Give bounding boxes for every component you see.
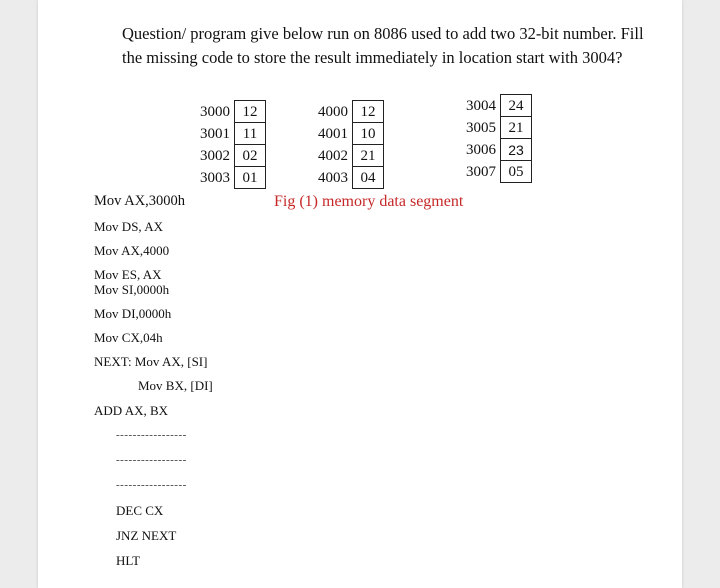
code-line: Mov DI,0000h (94, 306, 172, 321)
memory-row (318, 123, 384, 145)
code-line: Mov CX,04h (94, 330, 163, 345)
memory-value: 24 (501, 95, 532, 117)
code-line: JNZ NEXT (116, 528, 177, 543)
memory-value: 23 (501, 139, 532, 161)
code-line: NEXT: Mov AX, [SI] (94, 354, 208, 369)
code-line: DEC CX (116, 503, 164, 518)
memory-row (200, 145, 266, 167)
memory-address: 3002 (200, 147, 230, 164)
memory-value: 04 (353, 167, 384, 189)
blank-code-line: ----------------- (116, 429, 187, 441)
memory-address: 3003 (200, 169, 230, 186)
memory-address: 3001 (200, 125, 230, 142)
memory-row (318, 101, 384, 123)
memory-value: 10 (353, 123, 384, 145)
memory-address: 3005 (466, 119, 496, 136)
code-line: Mov SI,0000h (94, 282, 170, 297)
memory-address: 3004 (466, 97, 496, 114)
memory-value: 21 (353, 145, 384, 167)
memory-row (318, 145, 384, 167)
memory-value: 11 (235, 123, 266, 145)
memory-row (200, 167, 266, 189)
memory-address: 4000 (318, 103, 348, 120)
memory-row (466, 139, 532, 161)
memory-row (200, 101, 266, 123)
memory-row (466, 117, 532, 139)
memory-table-source-2 (318, 100, 384, 189)
code-line: Mov AX,4000 (94, 243, 170, 258)
code-line: Mov AX,3000h (94, 193, 186, 209)
memory-table-result (466, 94, 532, 183)
code-line: HLT (116, 553, 141, 568)
blank-code-line: ----------------- (116, 454, 187, 466)
memory-address: 4002 (318, 147, 348, 164)
code-line: Mov BX, [DI] (138, 378, 213, 393)
memory-row (466, 95, 532, 117)
memory-value: 02 (235, 145, 266, 167)
memory-row (200, 123, 266, 145)
code-line: ADD AX, BX (94, 403, 169, 418)
document-page (38, 0, 682, 588)
memory-value: 21 (501, 117, 532, 139)
memory-row (318, 167, 384, 189)
code-line: Mov ES, AX (94, 267, 162, 282)
memory-address: 4003 (318, 169, 348, 186)
question-text: Question/ program give below run on 8086 used to add two 32-bit number. Fill the missing code to store the result immediately in location start with 3004? (122, 24, 644, 67)
blank-code-line: ----------------- (116, 479, 187, 491)
memory-table-source-1 (200, 100, 266, 189)
memory-value: 01 (235, 167, 266, 189)
code-line: Mov DS, AX (94, 219, 163, 234)
memory-row (466, 161, 532, 183)
figure-caption: Fig (1) memory data segment (274, 193, 464, 210)
memory-address: 3000 (200, 103, 230, 120)
memory-address: 4001 (318, 125, 348, 142)
memory-value: 12 (235, 101, 266, 123)
memory-value: 12 (353, 101, 384, 123)
memory-address: 3006 (466, 141, 496, 158)
memory-address: 3007 (466, 163, 496, 180)
memory-value: 05 (501, 161, 532, 183)
